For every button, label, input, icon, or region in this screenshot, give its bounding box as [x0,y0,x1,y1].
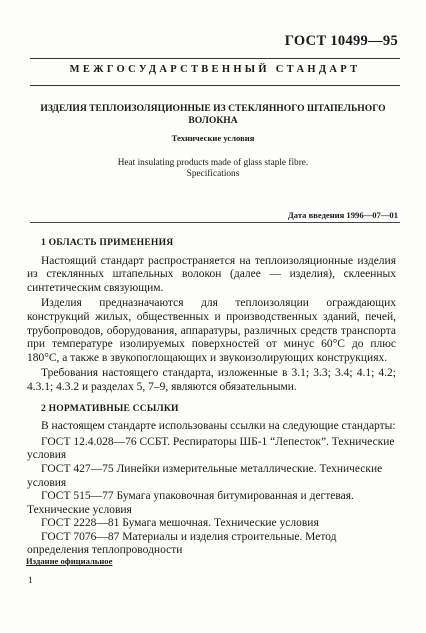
reference-item: ГОСТ 7076—87 Материалы и изделия строительные. Метод определения теплопроводности [27,530,337,557]
reference-item: ГОСТ 427—75 Линейки измерительные металлические. Технические условия [27,462,383,489]
reference-item: ГОСТ 12.4.028—76 ССБТ. Респираторы ШБ-1 “Лепесток”. Технические условия [27,435,395,462]
date-divider [30,222,400,223]
english-title-line-1: Heat insulating products made of glass staple fibre. [117,158,309,168]
header-divider-bottom [30,85,400,86]
official-edition-label: Издание официальное [26,556,113,566]
document-body [27,236,396,558]
paragraph: В настоящем стандарте использованы ссылки на следующие стандарты: [41,420,396,433]
document-subtitle: Технические условия [171,133,255,143]
header-divider-top [30,58,400,59]
english-title [40,158,386,180]
page-number: 1 [28,575,33,586]
reference-item: ГОСТ 515—77 Бумага упаковочная битумированная и дегтевая. Технические условия [27,490,354,516]
reference-item: ГОСТ 2228—81 Бумага мешочная. Технические условия [41,517,319,530]
section-heading-references: 2 НОРМАТИВНЫЕ ССЫЛКИ [41,402,179,414]
english-title-line-2: Specifications [186,169,240,179]
document-number: ГОСТ 10499—95 [284,33,398,49]
introduction-date: Дата введения 1996—07—01 [287,210,398,220]
paragraph: Изделия предназначаются для теплоизоляции ограждающих конструкций жилых, общественных и производственных зданий, печей, трубопроводов, оборудования, аппаратуры, различных средств транспорта при температуре изолируемых поверхностей от минус 60°С до плюс 180°С, а также в звукопоглощающих и звукоизолирующих конструкциях. [27,297,396,364]
document-title: ИЗДЕЛИЯ ТЕПЛОИЗОЛЯЦИОННЫЕ ИЗ СТЕКЛЯННОГО ШТАПЕЛЬНОГО ВОЛОКНА [40,103,386,126]
standard-type: МЕЖГОСУДАРСТВЕННЫЙ СТАНДАРТ [69,64,361,75]
paragraph: Требования настоящего стандарта, изложенные в 3.1; 3.3; 3.4; 4.1; 4.2; 4.3.1; 4.3.2 и разделах 5, 7–9, являются обязательными. [27,367,396,393]
paragraph: Настоящий стандарт распространяется на теплоизоляционные изделия из стеклянных штапельных волокон (далее — изделия), склеенных синтетическим связующим. [27,254,396,294]
section-heading-scope: 1 ОБЛАСТЬ ПРИМЕНЕНИЯ [41,237,174,248]
